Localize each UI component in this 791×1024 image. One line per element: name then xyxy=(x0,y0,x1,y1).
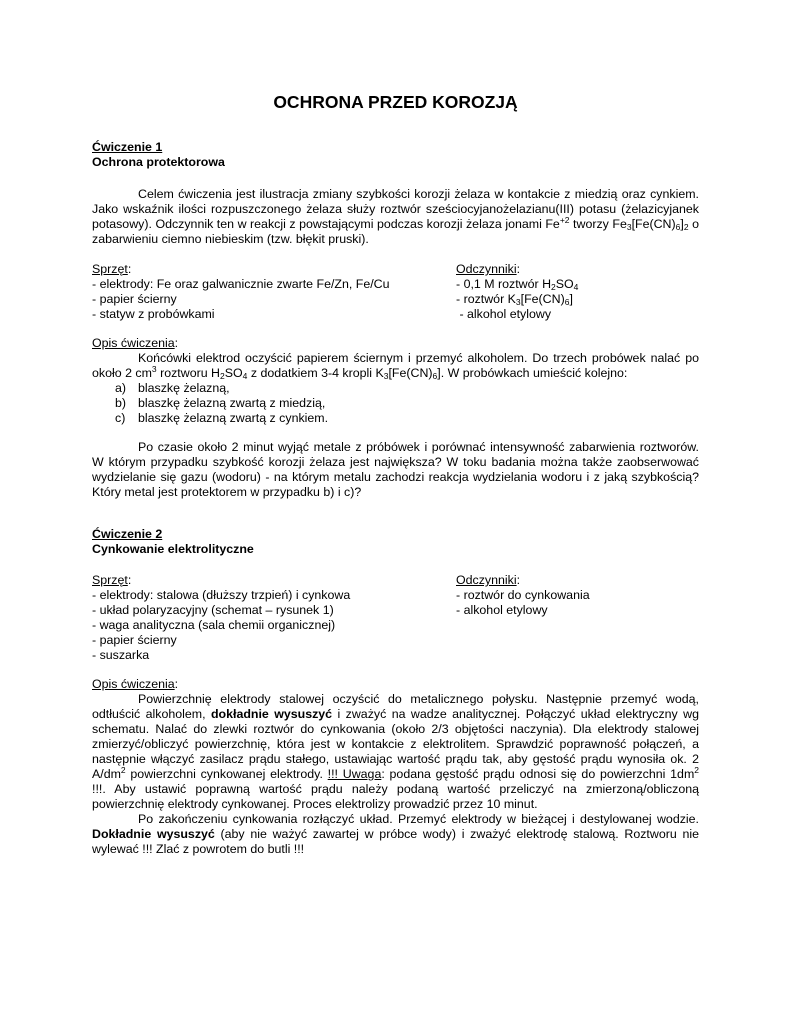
procedure-text: Powierzchnię elektrody stalowej oczyścić do metalicznego połysku. Następnie przemyć wodą, odtłuścić alkoholem, dokładnie wysuszyć i zważyć na wadze analitycznej. Połączyć układ elektryczny wg schematu. Nalać do zlewki roztwór do cynkowania (około 2/3 objętości naczynia). Dla elektrody stalowej zmierzyć/obliczyć powierzchnię, która jest w kontakcie z elektrolitem. Sprawdzić poprawność połączeń, a następnie włączyć zasilacz prądu stałego, ustawiając wartość prądu tak, aby gęstość prądu wynosiła ok. 2 $A/dm^2$ powierzchni cynkowanej elektrody. !!! Uwaga: podana gęstość prądu odnosi się do powierzchni $1dm^2$ !!!. Aby ustawić poprawną wartość prądu należy podaną wartość przeliczyć na zmierzoną/obliczoną powierzchnię elektrody cynkowanej. Proces elektrolizy prowadzić przez 10 minut. xyxy=(92,692,700,811)
list-item: a) blaszkę żelazną, xyxy=(115,381,230,395)
exercise-1-header xyxy=(92,140,699,170)
procedure-label: Opis ćwiczenia xyxy=(92,336,175,350)
exercise-2-reagents: Odczynniki: - roztwór do cynkowania - alkohol etylowy xyxy=(456,573,696,618)
warning-text: !!! Uwaga xyxy=(327,767,382,781)
exercise-1-subheading: Ochrona protektorowa xyxy=(92,155,225,169)
list-item: - statyw z probówkami xyxy=(92,307,215,321)
exercise-1-heading: Ćwiczenie 1 xyxy=(92,140,163,154)
exercise-2-subheading: Cynkowanie elektrolityczne xyxy=(92,542,254,556)
list-item: - alkohol etylowy xyxy=(456,307,552,321)
list-item: b) blaszkę żelazną zwartą z miedzią, xyxy=(115,396,326,410)
list-item: c) blaszkę żelazną zwartą z cynkiem. xyxy=(115,411,329,425)
exercise-1-procedure: Opis ćwiczenia: Końcówki elektrod oczyścić papierem ściernym i przemyć alkoholem. Do trzech probówek nalać po około 2 $cm^3$ roztworu $H_2SO_4$ z dodatkiem 3-4 kropli $K_3[Fe(CN)_6]$. W probówkach umieścić kolejno: a) blaszkę żelazną, b) blaszkę żelazną zwartą z miedzią, c) blaszkę żelazną zwartą z cynkiem. xyxy=(92,336,699,425)
exercise-2-equipment: Sprzęt: - elektrody: stalowa (dłuższy trzpień) i cynkowa - układ polaryzacyjny (schemat – rysunek 1) - waga analityczna (sala chemii organicznej) - papier ścierny - suszarka xyxy=(92,573,442,663)
exercise-2-header xyxy=(92,527,699,557)
list-item: - 0,1 M roztwór $H_2SO_4$ xyxy=(456,277,579,292)
exercise-2-procedure: Opis ćwiczenia: Powierzchnię elektrody stalowej oczyścić do metalicznego połysku. Następnie przemyć wodą, odtłuścić alkoholem, dokładnie wysuszyć i zważyć na wadze analitycznej. Połączyć układ elektryczny wg schematu. Nalać do zlewki roztwór do cynkowania (około 2/3 objętości naczynia). Dla elektrody stalowej zmierzyć/obliczyć powierzchnię, która jest w kontakcie z elektrolitem. Sprawdzić poprawność połączeń, a następnie włączyć zasilacz prądu stałego, ustawiając wartość prądu tak, aby gęstość prądu wynosiła ok. 2 $A/dm^2$ powierzchni cynkowanej elektrody. !!! Uwaga: podana gęstość prądu odnosi się do powierzchni $1dm^2$ !!!. Aby ustawić poprawną wartość prądu należy podaną wartość przeliczyć na zmierzoną/obliczoną powierzchnię elektrody cynkowanej. Proces elektrolizy prowadzić przez 10 minut. Po zakończeniu cynkowania rozłączyć układ. Przemyć elektrody w bieżącej i destylowanej wodzie. Dokładnie wysuszyć (aby nie ważyć zawartej w próbce wody) i zważyć elektrodę stalową. Roztworu nie wylewać !!! Zlać z powrotem do butli !!! xyxy=(92,677,700,856)
equipment-label: Sprzęt xyxy=(92,262,128,276)
page-title: OCHRONA PRZED KOROZJĄ xyxy=(273,92,518,112)
equipment-label: Sprzęt xyxy=(92,573,128,587)
exercise-1-question: Po czasie około 2 minut wyjąć metale z próbówek i porównać intensywność zabarwienia roztworów. W którym przypadku szybkość korozji żelaza jest największa? W toku badania można także zaobserwować wydzielanie się gazu (wodoru) - na którym metalu zachodzi reakcja wydzielania wodoru i z jaką szybkością? Który metal jest protektorem w przypadku b) i c)? xyxy=(92,440,699,499)
list-item: - układ polaryzacyjny (schemat – rysunek 1) xyxy=(92,603,334,617)
reagents-label: Odczynniki xyxy=(456,573,517,587)
reagents-label: Odczynniki xyxy=(456,262,517,276)
list-item: - papier ścierny xyxy=(92,292,177,306)
list-item: - suszarka xyxy=(92,648,150,662)
list-item: - elektrody: Fe oraz galwanicznie zwarte Fe/Zn, Fe/Cu xyxy=(92,277,390,291)
list-item: - papier ścierny xyxy=(92,633,177,647)
procedure-text: Końcówki elektrod oczyścić papierem ściernym i przemyć alkoholem. Do trzech probówek nalać po około 2 $cm^3$ roztworu $H_2SO_4$ z dodatkiem 3-4 kropli $K_3[Fe(CN)_6]$. W probówkach umieścić kolejno: xyxy=(92,351,699,381)
exercise-1-reagents: Odczynniki: - 0,1 M roztwór $H_2SO_4$ - roztwór $K_3[Fe(CN)_6]$ - alkohol etylowy xyxy=(456,262,696,322)
list-item: - elektrody: stalowa (dłuższy trzpień) i cynkowa xyxy=(92,588,351,602)
exercise-2-heading: Ćwiczenie 2 xyxy=(92,527,163,541)
final-instructions: Po zakończeniu cynkowania rozłączyć układ. Przemyć elektrody w bieżącej i destylowanej wodzie. Dokładnie wysuszyć (aby nie ważyć zawartej w próbce wody) i zważyć elektrodę stalową. Roztworu nie wylewać !!! Zlać z powrotem do butli !!! xyxy=(92,812,699,856)
exercise-1-equipment: Sprzęt: - elektrody: Fe oraz galwanicznie zwarte Fe/Zn, Fe/Cu - papier ścierny - statyw z probówkami xyxy=(92,262,442,322)
procedure-label: Opis ćwiczenia xyxy=(92,677,175,691)
list-item: - roztwór $K_3[Fe(CN)_6]$ xyxy=(456,292,573,307)
list-item: - waga analityczna (sala chemii organicznej) xyxy=(92,618,336,632)
exercise-1-intro: Celem ćwiczenia jest ilustracja zmiany szybkości korozji żelaza w kontakcie z miedzią oraz cynkiem. Jako wskaźnik ilości rozpuszczonego żelaza służy roztwór sześciocyjanożelazianu(III) potasu (żelazicyjanek potasowy). Odczynnik ten w reakcji z powstającymi podczas korozji żelaza jonami $Fe^{+2}$ tworzy $Fe_3[Fe(CN)_6]_2$ o zabarwieniu ciemno niebieskim (tzw. błękit pruski). xyxy=(92,187,699,246)
list-item: - roztwór do cynkowania xyxy=(456,588,590,602)
list-item: - alkohol etylowy xyxy=(456,603,548,617)
